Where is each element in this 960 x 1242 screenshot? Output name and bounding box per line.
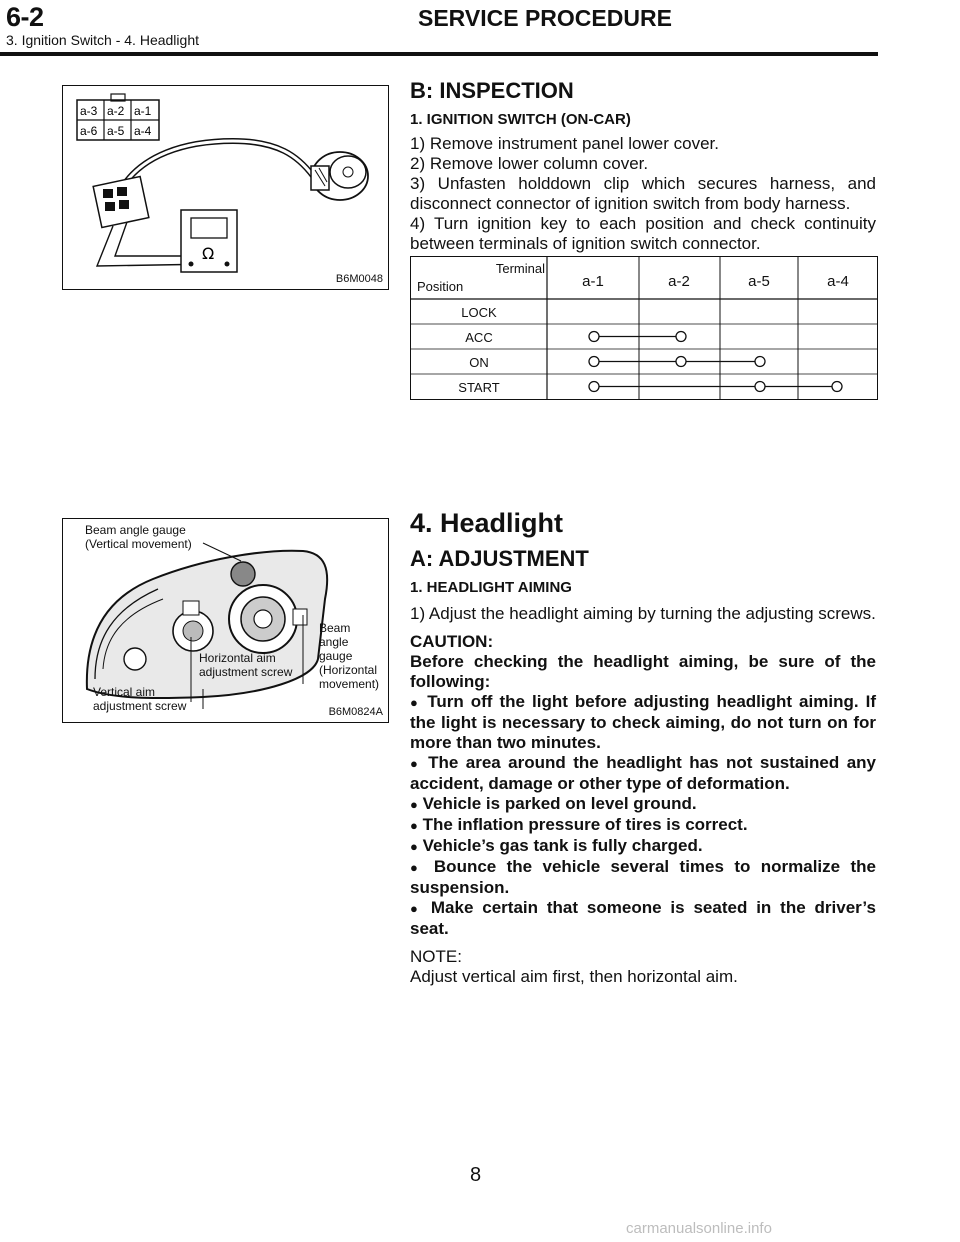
- position-label: ACC: [465, 330, 493, 345]
- label-beam-horizontal: Beam angle gauge (Horizontal movement): [319, 621, 380, 691]
- terminal-label: a-4: [134, 124, 152, 138]
- terminal-label: a-3: [80, 104, 98, 118]
- ohm-symbol: Ω: [202, 244, 215, 263]
- column-header: a-4: [827, 273, 849, 290]
- inspection-heading: B: INSPECTION: [410, 78, 574, 103]
- terminal-label: a-2: [107, 104, 125, 118]
- figure-code: B6M0824A: [328, 706, 383, 718]
- position-label: START: [458, 380, 500, 395]
- bullet-icon: ●: [410, 797, 418, 812]
- terminal-label: a-1: [134, 104, 152, 118]
- adjustment-heading: A: ADJUSTMENT: [410, 546, 589, 571]
- bullet-icon: ●: [410, 901, 422, 916]
- inspection-subheading: 1. IGNITION SWITCH (ON-CAR): [410, 111, 631, 128]
- continuity-table: [410, 256, 878, 400]
- section-subtitle: 3. Ignition Switch - 4. Headlight: [6, 32, 199, 48]
- column-header: a-1: [582, 273, 604, 290]
- position-label: LOCK: [461, 305, 497, 320]
- note-label: NOTE:: [410, 947, 462, 966]
- section-title: SERVICE PROCEDURE: [418, 5, 672, 31]
- headlight-block: [410, 578, 876, 987]
- terminal-label: a-6: [80, 124, 98, 138]
- caution-bullet: ● Make certain that someone is seated in the driver’s seat.: [410, 898, 876, 938]
- terminal-label: a-5: [107, 124, 125, 138]
- continuity-node: [755, 382, 765, 392]
- label-beam-vertical: Beam angle gauge (Vertical movement): [85, 523, 192, 551]
- column-header: a-5: [748, 273, 770, 290]
- column-header: a-2: [668, 273, 690, 290]
- caution-intro: Before checking the headlight aiming, be sure of the following:: [410, 652, 876, 691]
- label-horizontal-screw: Horizontal aim adjustment screw: [199, 651, 293, 679]
- step-text: 3) Unfasten holddown clip which secures harness, and disconnect connector of ignition switch from body harness.: [410, 174, 876, 213]
- bullet-icon: ●: [410, 860, 424, 875]
- position-label: ON: [469, 355, 489, 370]
- inspection-block: [410, 110, 876, 254]
- continuity-node: [832, 382, 842, 392]
- continuity-node: [676, 357, 686, 367]
- page-number: 8: [470, 1164, 482, 1186]
- step-text: 2) Remove lower column cover.: [410, 154, 649, 173]
- aiming-heading: 1. HEADLIGHT AIMING: [410, 579, 572, 596]
- bullet-icon: ●: [410, 695, 421, 710]
- caution-bullet: ● Vehicle’s gas tank is fully charged.: [410, 836, 703, 855]
- section-number: 6-2: [6, 2, 44, 32]
- caution-bullet: ● Turn off the light before adjusting headlight aiming. If the light is necessary to check aiming, do not turn on for more than two minutes.: [410, 692, 876, 752]
- caution-bullet: ● The inflation pressure of tires is correct.: [410, 815, 748, 834]
- note-text: Adjust vertical aim first, then horizontal aim.: [410, 967, 738, 986]
- figure-code: B6M0048: [335, 273, 383, 285]
- bullet-icon: ●: [410, 818, 418, 833]
- continuity-node: [589, 357, 599, 367]
- label-vertical-screw: Vertical aim adjustment screw: [93, 685, 187, 713]
- continuity-node: [755, 357, 765, 367]
- continuity-node: [676, 332, 686, 342]
- header-rule: [0, 52, 878, 56]
- figure-headlight: [62, 518, 389, 723]
- figure-ignition-switch: [62, 85, 389, 290]
- caution-bullet: ● Vehicle is parked on level ground.: [410, 794, 697, 813]
- step-text: 4) Turn ignition key to each position and check continuity between terminals of ignition switch connector.: [410, 214, 876, 253]
- headlight-heading: 4. Headlight: [410, 508, 564, 538]
- corner-terminal: Terminal: [495, 261, 545, 276]
- step-text: 1) Remove instrument panel lower cover.: [410, 134, 719, 153]
- caution-bullet: ● Bounce the vehicle several times to normalize the suspension.: [410, 857, 876, 897]
- caution-label: CAUTION:: [410, 632, 494, 651]
- continuity-node: [589, 332, 599, 342]
- caution-bullet: ● The area around the headlight has not sustained any accident, damage or other type of deformation.: [410, 753, 876, 793]
- step-text: 1) Adjust the headlight aiming by turning the adjusting screws.: [410, 604, 876, 623]
- ignition-switch-illustration: [63, 86, 388, 289]
- bullet-icon: ●: [410, 839, 418, 854]
- bullet-icon: ●: [410, 756, 421, 771]
- continuity-node: [589, 382, 599, 392]
- corner-position: Position: [417, 279, 464, 294]
- footer-watermark: carmanualsonline.info: [626, 1220, 772, 1237]
